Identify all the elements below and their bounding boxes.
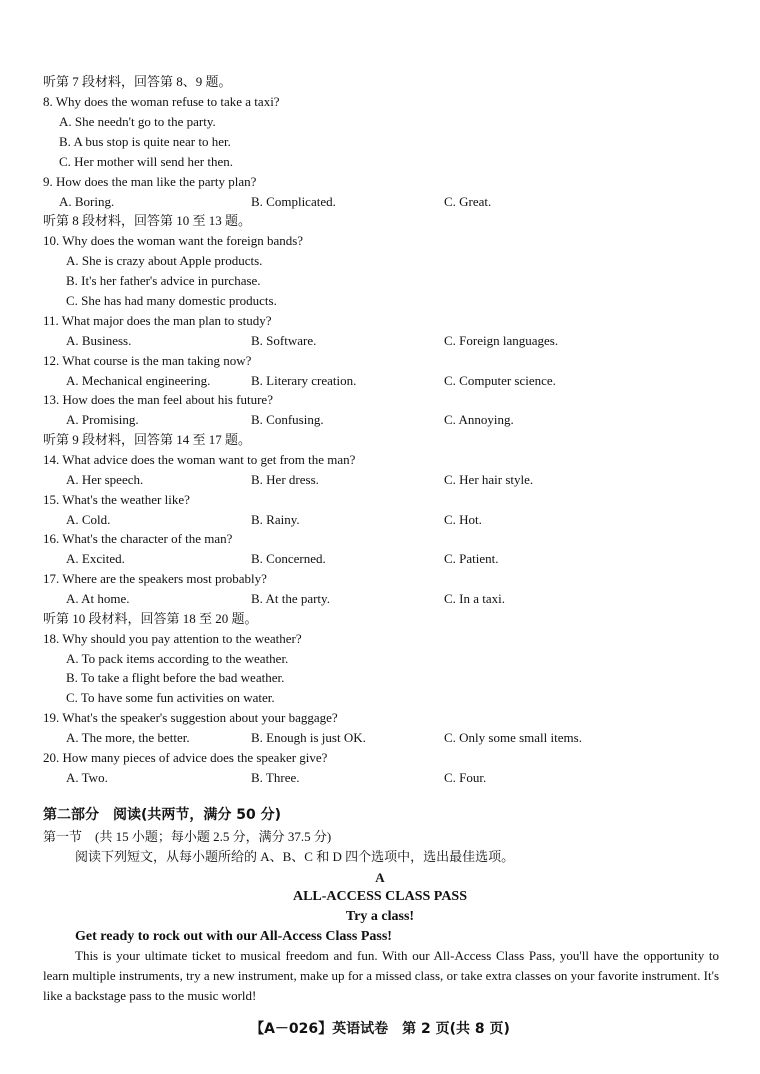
- option: A. Excited.: [66, 551, 125, 566]
- option: B. It's her father's advice in purchase.: [66, 273, 261, 288]
- instructions: 阅读下列短文，从每小题所给的 A、B、C 和 D 四个选项中，选出最佳选项。: [75, 849, 515, 864]
- option: C. Foreign languages.: [444, 333, 559, 348]
- question: 11. What major does the man plan to study?: [43, 313, 272, 328]
- option: B. To take a flight before the bad weather.: [66, 670, 285, 685]
- option: B. A bus stop is quite near to her.: [59, 134, 231, 149]
- option: B. Concerned.: [251, 551, 326, 566]
- option: C. She has had many domestic products.: [66, 293, 277, 308]
- page-footer: 【A－026】英语试卷 第 2 页(共 8 页): [250, 1021, 510, 1037]
- section-header: 听第 10 段材料，回答第 18 至 20 题。: [43, 611, 258, 626]
- question: 8. Why does the woman refuse to take a taxi?: [43, 94, 280, 109]
- passage-lead: Get ready to rock out with our All-Access Class Pass!: [75, 929, 392, 944]
- option: B. At the party.: [251, 591, 330, 606]
- question: 15. What's the weather like?: [43, 492, 190, 507]
- question: 19. What's the speaker's suggestion about your baggage?: [43, 710, 338, 725]
- option: A. At home.: [66, 591, 130, 606]
- section-subtitle: 第一节 (共 15 小题；每小题 2.5 分，满分 37.5 分): [43, 829, 332, 844]
- question: 12. What course is the man taking now?: [43, 353, 252, 368]
- question: 10. Why does the woman want the foreign bands?: [43, 233, 304, 248]
- option: A. Promising.: [66, 412, 139, 427]
- option: B. Her dress.: [251, 472, 319, 487]
- passage-title: ALL-ACCESS CLASS PASS: [292, 889, 467, 904]
- question: 20. How many pieces of advice does the speaker give?: [43, 750, 328, 765]
- question: 18. Why should you pay attention to the weather?: [43, 631, 302, 646]
- section-header: 听第 8 段材料，回答第 10 至 13 题。: [43, 213, 252, 228]
- question: 16. What's the character of the man?: [43, 531, 233, 546]
- part-title: 第二部分 阅读(共两节，满分 50 分): [43, 807, 282, 823]
- option: C. Four.: [444, 770, 487, 785]
- question: 14. What advice does the woman want to get from the man?: [43, 452, 356, 467]
- option: C. Her mother will send her then.: [59, 154, 234, 169]
- option: B. Complicated.: [251, 194, 336, 209]
- option: C. Annoying.: [444, 412, 514, 427]
- passage-body: This is your ultimate ticket to musical freedom and fun. With our All-Access Class Pass, you'll have the opportunity to learn multiple instruments, try a new instrument, make up for a missed class, or take extra classes on your favorite instrument. It's like a backstage pass to the music world!: [43, 948, 719, 1003]
- question: 9. How does the man like the party plan?: [43, 174, 257, 189]
- option: A. She needn't go to the party.: [59, 114, 216, 129]
- option: B. Literary creation.: [251, 373, 357, 388]
- option: A. Cold.: [66, 512, 111, 527]
- option: B. Three.: [251, 770, 300, 785]
- option: A. She is crazy about Apple products.: [66, 253, 263, 268]
- option: C. To have some fun activities on water.: [66, 690, 275, 705]
- question: 13. How does the man feel about his future?: [43, 392, 273, 407]
- option: C. Hot.: [444, 512, 482, 527]
- option: B. Confusing.: [251, 412, 324, 427]
- option: C. Great.: [444, 194, 492, 209]
- option: C. Computer science.: [444, 373, 556, 388]
- option: C. Patient.: [444, 551, 499, 566]
- option: B. Rainy.: [251, 512, 300, 527]
- option: A. The more, the better.: [66, 730, 190, 745]
- option: A. Boring.: [59, 194, 115, 209]
- option: C. Only some small items.: [444, 730, 582, 745]
- question: 17. Where are the speakers most probably?: [43, 571, 267, 586]
- option: A. Mechanical engineering.: [66, 373, 211, 388]
- section-header: 听第 9 段材料，回答第 14 至 17 题。: [43, 432, 252, 447]
- passage-subtitle: Try a class!: [345, 909, 415, 924]
- option: A. Her speech.: [66, 472, 144, 487]
- option: C. Her hair style.: [444, 472, 534, 487]
- option: A. Two.: [66, 770, 108, 785]
- section-header: 听第 7 段材料，回答第 8、9 题。: [43, 74, 232, 89]
- option: C. In a taxi.: [444, 591, 506, 606]
- option: A. Business.: [66, 333, 132, 348]
- passage-letter: A: [375, 870, 385, 885]
- option: A. To pack items according to the weather.: [66, 651, 289, 666]
- option: B. Software.: [251, 333, 317, 348]
- option: B. Enough is just OK.: [251, 730, 366, 745]
